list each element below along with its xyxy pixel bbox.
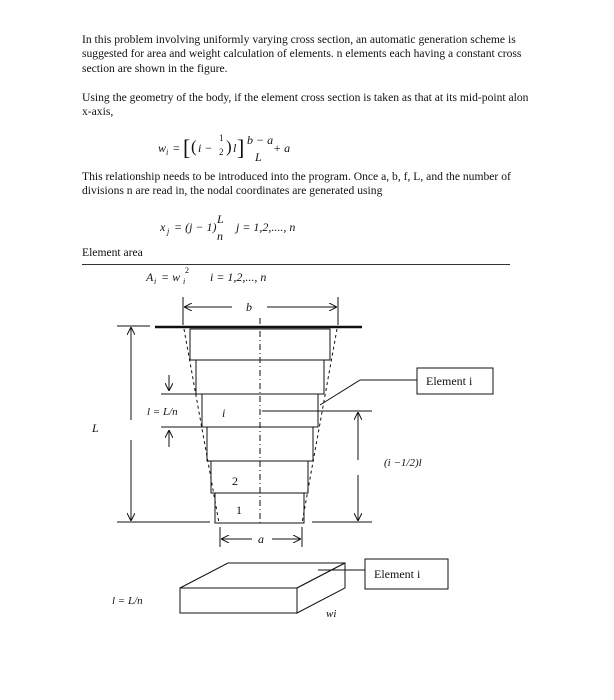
b-label: b	[246, 300, 252, 314]
x-sub: j	[167, 227, 170, 236]
a-sup: 2	[185, 266, 189, 275]
a-sub: i	[154, 277, 157, 286]
w-equation: w i = [ ( i − 1 2 ) l ] b − a L + a	[158, 133, 291, 164]
element-i-callout: Element i	[426, 374, 473, 388]
a-rhs-sub: i	[183, 277, 186, 286]
w-plus-a: + a	[273, 141, 291, 155]
i-minus-half-label: (i −1/2)l	[384, 457, 422, 469]
l-eq-label: l = L/n	[147, 406, 178, 418]
element-1-label: 1	[236, 503, 242, 517]
element-i-callout-2: Element i	[374, 567, 421, 581]
x-range: j = 1,2,...., n	[236, 220, 296, 234]
element-area-label: Element area	[82, 246, 143, 259]
geometry-paragraph: Using the geometry of the body, if the element cross section is taken as that at its mid-point alon x-axis,	[82, 91, 529, 119]
w-i-label: wi	[326, 608, 337, 620]
w-lhs-sub: i	[166, 148, 169, 157]
program-paragraph: This relationship needs to be introduced into the program. Once a, b, f, L, and the number of divisions n are read in, the nodal coordinates are generated using	[82, 170, 511, 198]
w-l: l	[233, 141, 237, 155]
element-i-label: i	[222, 406, 226, 420]
x-frac-num: L	[217, 212, 224, 226]
a-lhs: A	[146, 270, 154, 284]
L-label: L	[92, 421, 99, 435]
x-lhs: x	[160, 220, 166, 234]
element-2-label: 2	[232, 474, 238, 488]
l-eq-bottom-label: l = L/n	[112, 595, 143, 607]
a-rhs: = w	[161, 270, 181, 284]
w-half-num: 1	[219, 133, 224, 143]
w-half-den: 2	[219, 147, 224, 157]
x-frac-den: n	[217, 229, 223, 243]
a-range: i = 1,2,..., n	[210, 270, 267, 284]
intro-paragraph: In this problem involving uniformly varying cross section, an automatic generation scheme is suggested for area and weight calculation of elements. n elements each having a constant cross section are shown in the figure.	[82, 33, 522, 75]
w-lhs: w	[158, 141, 167, 155]
w-inner: i −	[198, 141, 213, 155]
x-rhs: = (j − 1)	[174, 220, 217, 234]
w-frac-num: b − a	[247, 133, 274, 147]
w-frac-den: L	[255, 150, 262, 164]
a-label: a	[258, 532, 264, 546]
